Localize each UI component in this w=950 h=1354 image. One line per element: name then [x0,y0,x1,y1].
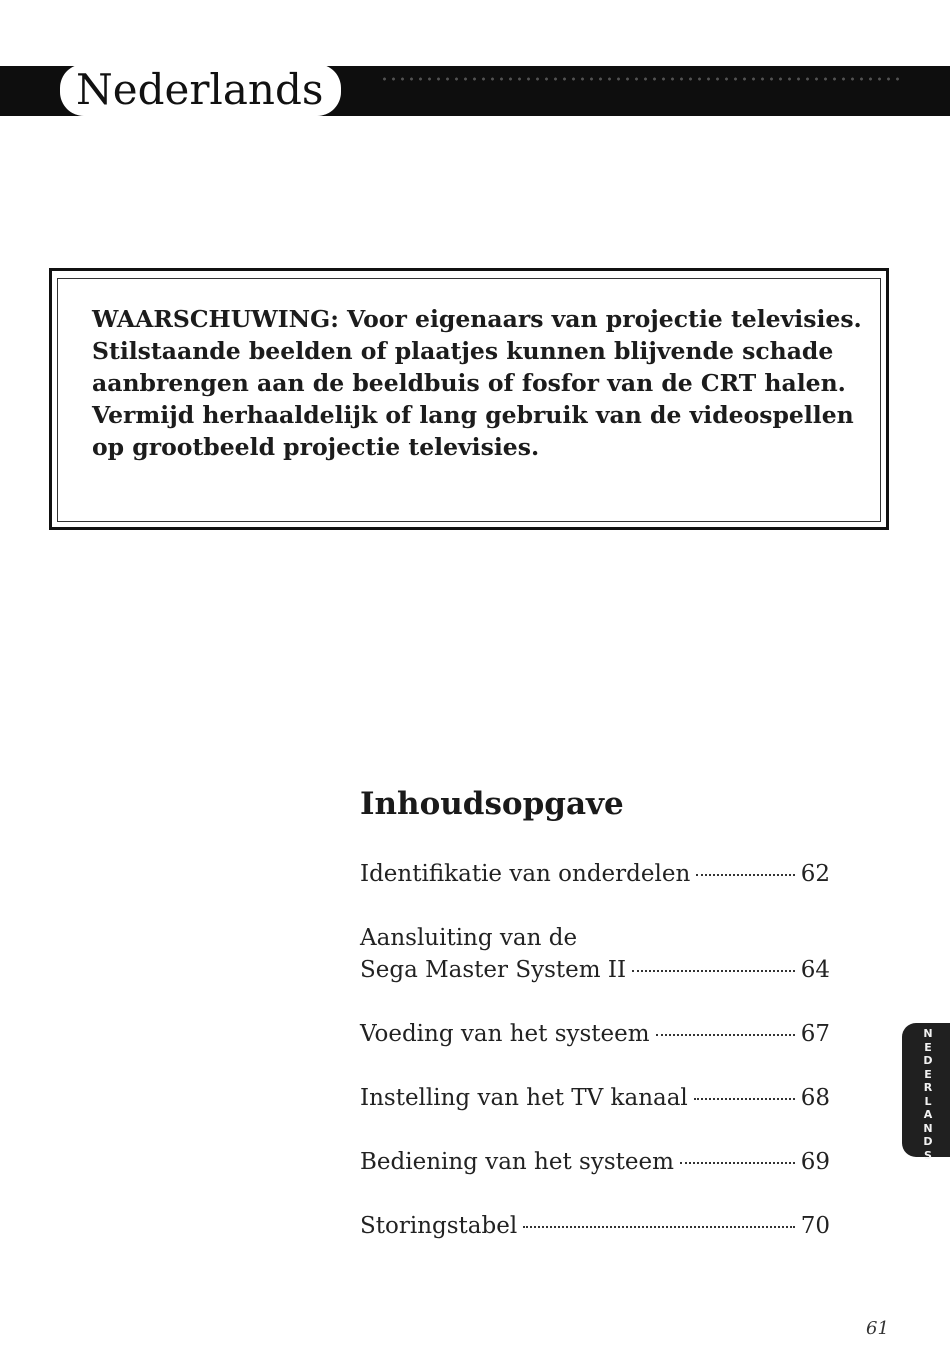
toc-dot-leader [680,1162,795,1164]
toc-item-page: 62 [800,861,830,887]
language-side-tab [902,1023,950,1162]
toc-item[interactable] [360,1082,830,1114]
toc-item[interactable] [360,922,830,986]
toc-item-label: Sega Master System II [360,957,627,983]
toc-item-page: 64 [800,957,830,983]
toc-item-page: 69 [800,1149,830,1175]
toc-dot-leader [656,1034,795,1036]
warning-text: WAARSCHUWING: Voor eigenaars van projectie televisies. Stilstaande beelden of plaatjes kunnen blijvende schade aanbrengen aan de beeldbuis of fosfor van de CRT halen. Vermijd herhaaldelijk of lang gebruik van de videospellen op grootbeeld projectie televisies. [92,305,862,461]
toc-dot-leader [523,1226,795,1228]
toc-item-label: Storingstabel [360,1213,518,1239]
toc-item-label: Instelling van het TV kanaal [360,1085,688,1111]
toc-dot-leader [632,970,795,972]
toc-item-page: 68 [800,1085,830,1111]
toc-item-page: 67 [800,1021,830,1047]
toc-item-label-line1: Aansluiting van de [360,925,578,951]
banner-dot-pattern [380,74,900,84]
toc-title: Inhoudsopgave [360,786,624,822]
toc-item-label: Identifikatie van onderdelen [360,861,691,887]
toc-item[interactable] [360,1210,830,1242]
warning-box [49,268,889,530]
toc-item[interactable] [360,858,830,890]
toc-list [360,858,830,1274]
toc-item[interactable] [360,1146,830,1178]
section-title: Nederlands [60,64,341,116]
side-tab-label: NEDERLANDS [923,1027,933,1162]
toc-item-label: Bediening van het systeem [360,1149,674,1175]
toc-dot-leader [694,1098,795,1100]
page-number: 61 [866,1318,889,1339]
toc-item-label: Voeding van het systeem [360,1021,650,1047]
toc-item[interactable] [360,1018,830,1050]
toc-item-page: 70 [800,1213,830,1239]
toc-dot-leader [696,874,794,876]
